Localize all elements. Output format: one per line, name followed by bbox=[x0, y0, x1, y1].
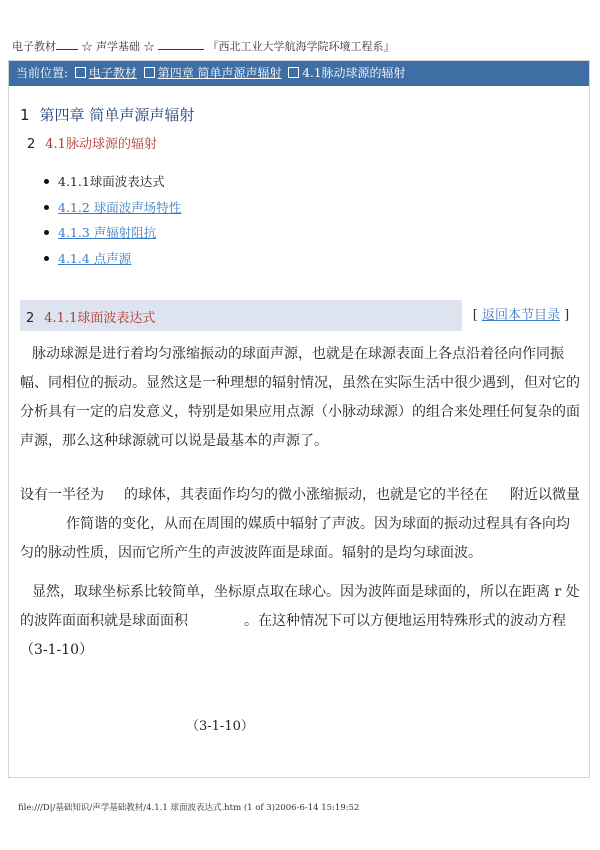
bullet-box-icon bbox=[75, 67, 86, 78]
subsection-heading bbox=[26, 307, 155, 326]
section-number: 2 bbox=[27, 137, 36, 152]
breadcrumb-prefix: 当前位置: bbox=[16, 66, 69, 80]
toc-link-radiation-impedance[interactable]: 4.1.3 声辐射阻抗 bbox=[58, 225, 157, 240]
bullet-box-icon bbox=[288, 67, 299, 78]
paragraph-sphere-text-a: 设有一半径为 bbox=[20, 487, 104, 503]
chapter-heading bbox=[20, 104, 194, 125]
paragraph-intro: 脉动球源是进行着均匀涨缩振动的球面声源，也就是在球源表面上各点沿着径向作同振幅、同相位的振动。显然这是一种理想的辐射情况，虽然在实际生活中很少遇到，但对它的分析具有一定的启发意义，特别是如果应用点源（小脉动球源）的组合来处理任何复杂的面声源，那么这种球源就可以说是最基本的声源了。 bbox=[20, 346, 580, 449]
toc-item-current: 4.1.1球面波表达式 bbox=[58, 174, 165, 189]
subsection-number: 2 bbox=[26, 311, 35, 326]
toc-item bbox=[44, 249, 181, 275]
subsection-title: 4.1.1球面波表达式 bbox=[44, 311, 156, 326]
header-part3: 『西北工业大学航海学院环境工程系』 bbox=[207, 40, 395, 53]
chapter-title: 第四章 简单声源声辐射 bbox=[39, 106, 195, 124]
bullet-box-icon bbox=[144, 67, 155, 78]
toc-item bbox=[44, 198, 181, 224]
bullet-icon bbox=[44, 179, 49, 184]
paragraph-coordinates-text-b: 。在这种情况下可以方便地运用特殊形式的波动方程（3-1-10） bbox=[20, 613, 566, 658]
bracket-close: ] bbox=[564, 308, 570, 323]
header-part1: 电子教材 bbox=[12, 40, 56, 53]
bullet-icon bbox=[44, 230, 49, 235]
subsection-bar bbox=[20, 300, 580, 331]
section-heading bbox=[27, 133, 157, 152]
chapter-number: 1 bbox=[20, 106, 30, 124]
back-to-toc-link[interactable]: 返回本节目录 bbox=[481, 308, 560, 323]
section-toc bbox=[44, 172, 181, 274]
print-header bbox=[12, 38, 395, 54]
breadcrumb-current: 4.1脉动球源的辐射 bbox=[302, 66, 406, 80]
breadcrumb-link-textbook[interactable]: 电子教材 bbox=[88, 66, 137, 80]
bracket-open: [ bbox=[472, 308, 478, 323]
back-to-toc bbox=[462, 300, 580, 331]
equation-label: （3-1-10） bbox=[186, 719, 254, 734]
paragraph-sphere-text-d: 作简谐的变化，从而在周围的媒质中辐射了声波。因为球面的振动过程具有各向均匀的脉动性质，因而它所产生的声波波阵面是球面。辐射的是均匀球面波。 bbox=[20, 516, 570, 561]
paragraph-coordinates-text-a: 显然，取球坐标系比较简单，坐标原点取在球心。因为波阵面是球面的，所以在距离 r 处的波阵面面积就是球面面积 bbox=[20, 584, 580, 629]
toc-link-point-source[interactable]: 4.1.4 点声源 bbox=[58, 250, 132, 266]
header-blank-2 bbox=[158, 39, 204, 50]
paragraph-sphere bbox=[20, 481, 582, 568]
section-title: 4.1脉动球源的辐射 bbox=[45, 137, 157, 152]
header-blank-1 bbox=[56, 39, 78, 50]
toc-item bbox=[44, 223, 181, 249]
breadcrumb bbox=[9, 61, 589, 86]
toc-link-sound-field[interactable]: 4.1.2 球面波声场特性 bbox=[58, 199, 182, 215]
print-footer: file:///D|/基础知识/声学基础教材/4.1.1 球面波表达式.htm (1 of 3)2006-6-14 15:19:52 bbox=[18, 803, 360, 813]
paragraph-sphere-text-c: 附近以微量 bbox=[510, 487, 580, 503]
paragraph-sphere-text-b: 的球体，其表面作均匀的微小涨缩振动，也就是它的半径在 bbox=[124, 487, 488, 503]
bullet-icon bbox=[44, 256, 49, 261]
header-part2: ☆ 声学基础 ☆ bbox=[81, 40, 155, 53]
bullet-icon bbox=[44, 205, 49, 210]
breadcrumb-link-chapter4[interactable]: 第四章 简单声源声辐射 bbox=[157, 66, 282, 80]
paragraph-coordinates bbox=[20, 578, 582, 665]
toc-item bbox=[44, 172, 181, 198]
